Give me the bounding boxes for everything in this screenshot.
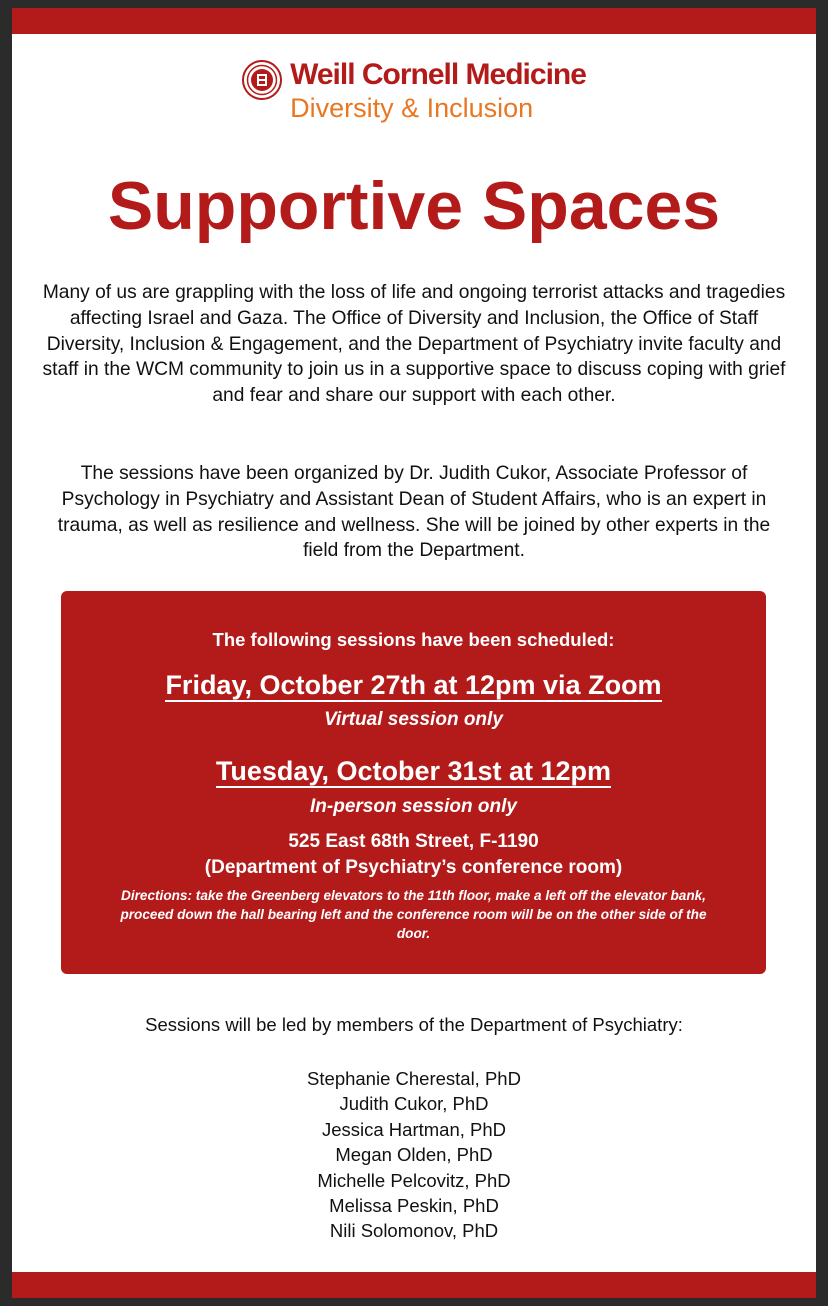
schedule-box xyxy=(61,591,766,974)
list-item: Nili Solomonov, PhD xyxy=(329,1220,499,1242)
session1-date: Friday, October 27th at 12pm via Zoom xyxy=(165,670,662,700)
organization-name: Weill Cornell Medicine xyxy=(290,58,586,91)
session1-note: Virtual session only xyxy=(324,709,503,730)
session2-directions: Directions: take the Greenberg elevators to the 11th floor, make a left off the elevator bank, proceed down the hall bearing left and the conference room will be on the other side of the door. xyxy=(120,888,707,941)
list-item: Michelle Pelcovitz, PhD xyxy=(317,1169,511,1191)
department-name: Diversity & Inclusion xyxy=(290,93,534,123)
address-line-1: 525 East 68th Street, F-1190 xyxy=(288,831,539,852)
list-item: Judith Cukor, PhD xyxy=(339,1093,489,1115)
intro-paragraph: Many of us are grappling with the loss of life and ongoing terrorist attacks and tragedies affecting Israel and Gaza. The Office of Diversity and Inclusion, the Office of Staff Diversity, Inclusion & Engagement, and the Department of Psychiatry invite faculty and staff in the WCM community to join us in a supportive space to discuss coping with grief and fear and share our support with each other. xyxy=(42,282,786,407)
leaders-heading: Sessions will be led by members of the Department of Psychiatry: xyxy=(145,1014,683,1035)
session2-date: Tuesday, October 31st at 12pm xyxy=(215,756,612,786)
cornell-seal-icon xyxy=(242,60,282,100)
top-red-band xyxy=(12,8,816,34)
flyer xyxy=(12,8,816,1298)
session2-address xyxy=(61,829,766,881)
address-line-2: (Department of Psychiatry’s conference room) xyxy=(204,857,623,878)
list-item: Melissa Peskin, PhD xyxy=(329,1195,499,1217)
list-item: Jessica Hartman, PhD xyxy=(321,1118,507,1140)
session2-note: In-person session only xyxy=(310,796,517,817)
list-item: Stephanie Cherestal, PhD xyxy=(307,1068,521,1089)
page-title: Supportive Spaces xyxy=(107,168,721,244)
list-item: Megan Olden, PhD xyxy=(335,1144,493,1166)
schedule-intro: The following sessions have been scheduled: xyxy=(212,629,615,650)
logo xyxy=(12,58,816,124)
organizer-paragraph: The sessions have been organized by Dr. Judith Cukor, Associate Professor of Psychology in Psychiatry and Assistant Dean of Student Affairs, who is an expert in trauma, as well as resilience and wellness. She will be joined by other experts in the field from the Department. xyxy=(57,463,771,562)
bottom-red-band xyxy=(12,1272,816,1298)
leaders-list xyxy=(12,1066,816,1244)
